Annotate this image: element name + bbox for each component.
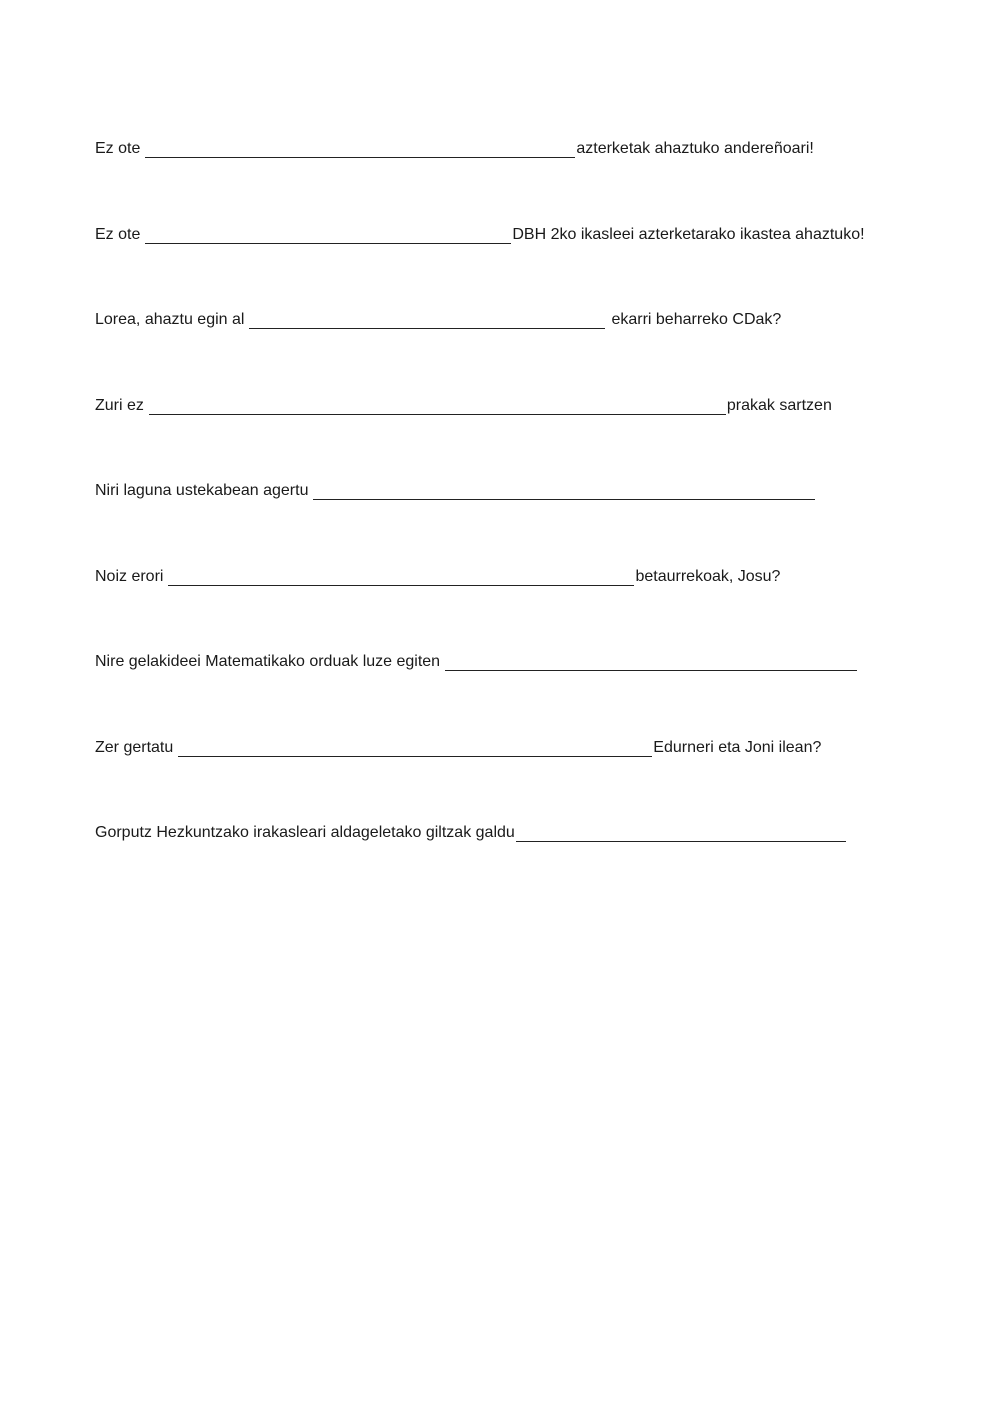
- answer-blank[interactable]: [249, 307, 605, 329]
- answer-blank[interactable]: [516, 820, 846, 842]
- sentence-5: [95, 478, 915, 564]
- answer-blank[interactable]: [445, 649, 857, 671]
- sentence-1: [95, 136, 915, 222]
- sentence-end: azterketak ahaztuko andereñoari!: [576, 140, 814, 157]
- sentence-6: [95, 564, 915, 650]
- answer-blank[interactable]: [178, 735, 652, 757]
- answer-blank[interactable]: [145, 136, 575, 158]
- sentence-9: [95, 820, 915, 906]
- sentence-start: Noiz erori: [95, 567, 164, 585]
- answer-blank[interactable]: [145, 222, 511, 244]
- sentence-start: Nire gelakideei Matematikako orduak luze egiten: [95, 653, 441, 670]
- sentence-3: [95, 307, 915, 393]
- sentence-start: Niri laguna ustekabean agertu: [95, 482, 309, 499]
- answer-blank[interactable]: [313, 478, 815, 500]
- sentence-8: [95, 735, 915, 821]
- sentence-end: ekarri beharreko CDak?: [611, 311, 782, 328]
- sentence-start: Ez ote: [95, 140, 141, 157]
- answer-blank[interactable]: [168, 564, 634, 586]
- sentence-end: DBH 2ko ikasleei azterketarako ikastea ahaztuko!: [512, 225, 865, 243]
- sentence-end: Edurneri eta Joni ilean?: [653, 738, 822, 756]
- sentence-start: Lorea, ahaztu egin al: [95, 311, 245, 328]
- sentence-start: Zuri ez: [95, 396, 144, 414]
- answer-blank[interactable]: [149, 393, 726, 415]
- sentence-2: [95, 222, 915, 308]
- sentence-end: betaurrekoak, Josu?: [635, 567, 781, 585]
- sentence-start: Gorputz Hezkuntzako irakasleari aldageletako giltzak galdu: [95, 824, 515, 841]
- fill-in-the-blank-exercise: [95, 136, 915, 906]
- sentence-7: [95, 649, 915, 735]
- sentence-4: [95, 393, 915, 479]
- sentence-end: prakak sartzen: [726, 396, 832, 414]
- sentence-start: Ez ote: [95, 225, 141, 243]
- sentence-start: Zer gertatu: [95, 738, 174, 756]
